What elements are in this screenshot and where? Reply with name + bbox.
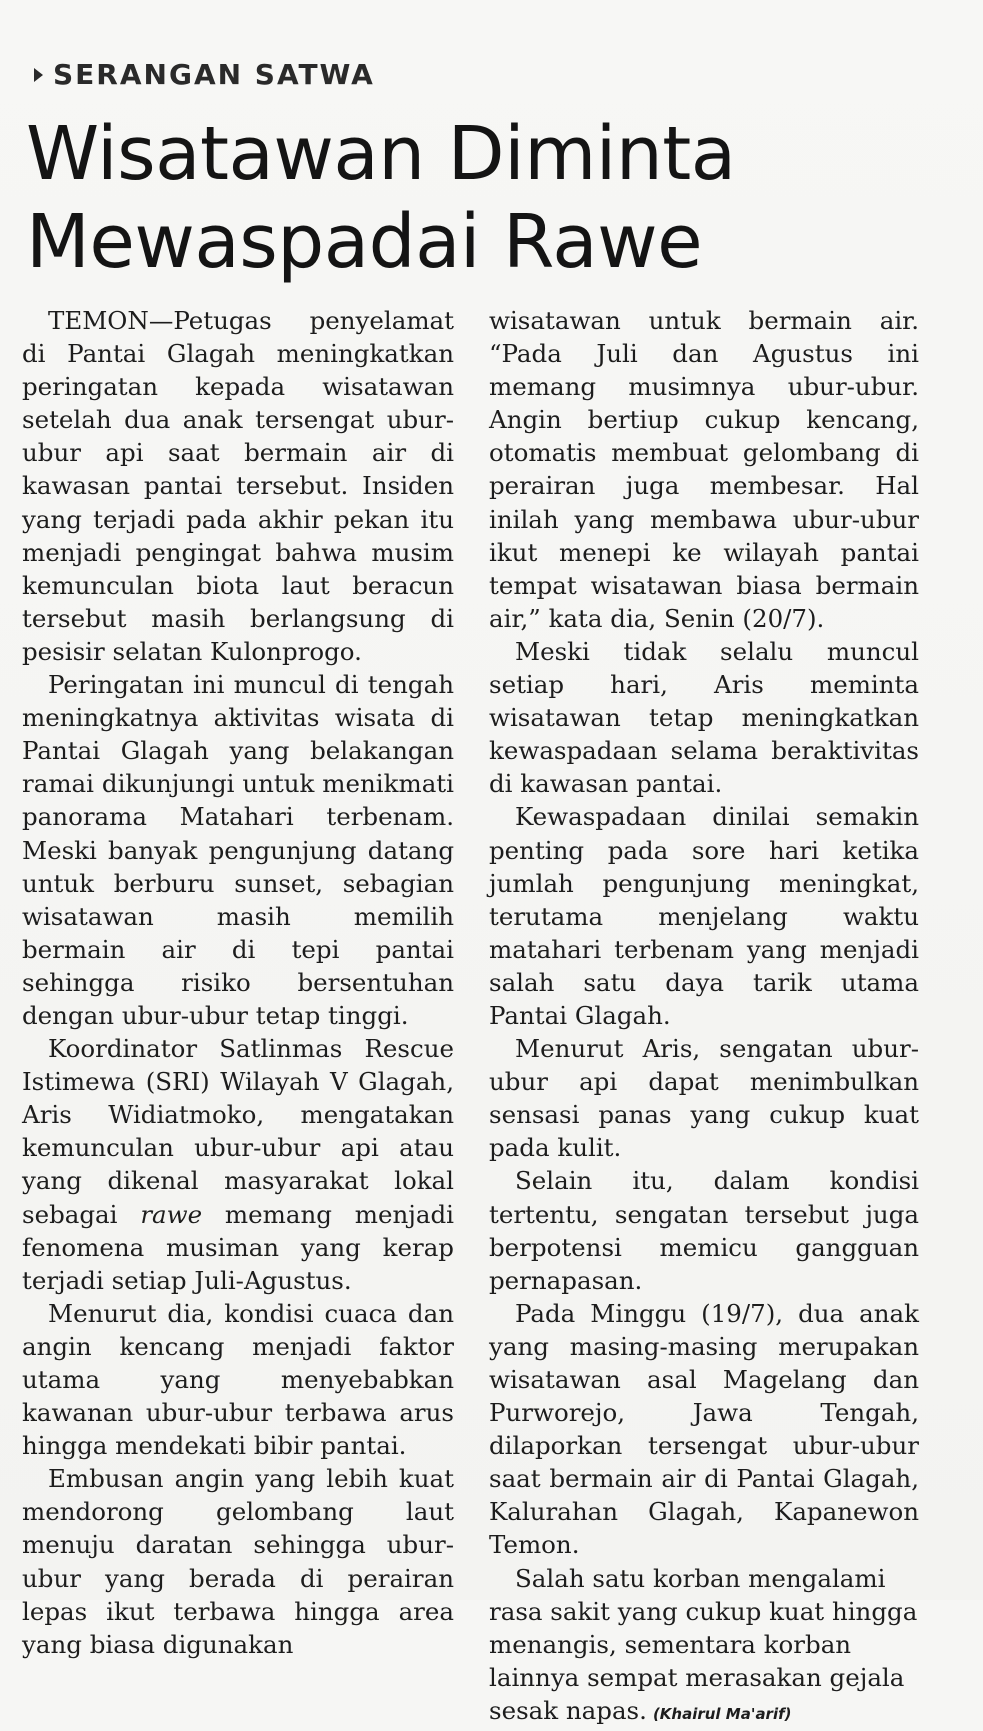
article-headline (26, 110, 966, 286)
paragraph-text: memang menjadi fenomena musiman yang kerap terjadi setiap Juli-Agustus. (22, 1199, 455, 1295)
article-column-left (22, 304, 454, 1661)
paragraph: Meski tidak selalu muncul setiap hari, Aris meminta wisatawan tetap meningkatkan kewaspadaan selama beraktivitas di kawasan pantai. (489, 636, 919, 799)
triangle-bullet-icon (34, 68, 43, 82)
paragraph: wisatawan untuk bermain air. “Pada Juli dan Agustus ini memang musimnya ubur-ubur. Angin bertiup cukup kencang, otomatis membuat gelombang di perairan juga membesar. Hal inilah yang membawa ubur-ubur ikut menepi ke wilayah pantai tempat wisatawan biasa bermain air,” kata dia, Senin (20/7). (489, 306, 919, 633)
paragraph (22, 1032, 454, 1297)
author-byline: (Khairul Ma'arif) (652, 1704, 792, 1723)
italic-term: rawe (140, 1199, 203, 1229)
paragraph-text: Salah satu korban mengalami rasa sakit yang cukup kuat hingga menangis, sementara korban lainnya sempat merasakan gejala sesak napas. (489, 1563, 918, 1725)
headline-line-1: Wisatawan Diminta (26, 111, 736, 197)
paragraph (489, 1562, 919, 1731)
kicker-label: SERANGAN SATWA (53, 58, 375, 91)
paragraph: TEMON—Petugas penyelamat di Pantai Glagah meningkatkan peringatan kepada wisatawan setelah dua anak tersengat ubur-ubur api saat bermain air di kawasan pantai tersebut. Insiden yang terjadi pada akhir pekan itu menjadi pengingat bahwa musim kemunculan biota laut beracun tersebut masih berlangsung di pesisir selatan Kulonprogo. (22, 306, 454, 666)
headline-line-2: Mewaspadai Rawe (26, 199, 703, 285)
paragraph: Selain itu, dalam kondisi tertentu, sengatan tersebut juga berpotensi memicu gangguan pernapasan. (489, 1166, 919, 1295)
paragraph: Menurut dia, kondisi cuaca dan angin kencang menjadi faktor utama yang menyebabkan kawanan ubur-ubur terbawa arus hingga mendekati bibir pantai. (22, 1298, 454, 1461)
paragraph: Menurut Aris, sengatan ubur-ubur api dapat menimbulkan sensasi panas yang cukup kuat pada kulit. (489, 1034, 919, 1163)
article-column-right (489, 304, 919, 1731)
paragraph: Pada Minggu (19/7), dua anak yang masing-masing merupakan wisatawan asal Magelang dan Purworejo, Jawa Tengah, dilaporkan tersengat ubur-ubur saat bermain air di Pantai Glagah, Kalurahan Glagah, Kapanewon Temon. (489, 1298, 919, 1560)
section-kicker (34, 58, 375, 91)
paragraph: Kewaspadaan dinilai semakin penting pada sore hari ketika jumlah pengunjung meningkat, terutama menjelang waktu matahari terbenam yang menjadi salah satu daya tarik utama Pantai Glagah. (489, 802, 919, 1030)
paragraph-text: Koordinator Satlinmas Rescue Istimewa (SRI) Wilayah V Glagah, Aris Widiatmoko, mengatakan kemunculan ubur-ubur api atau yang dikenal masyarakat lokal sebagai (22, 1034, 454, 1229)
paragraph: Peringatan ini muncul di tengah meningkatnya aktivitas wisata di Pantai Glagah yang belakangan ramai dikunjungi untuk menikmati panorama Matahari terbenam. Meski banyak pengunjung datang untuk berburu sunset, sebagian wisatawan masih memilih bermain air di tepi pantai sehingga risiko bersentuhan dengan ubur-ubur tetap tinggi. (22, 670, 454, 1030)
paragraph: Embusan angin yang lebih kuat mendorong gelombang laut menuju daratan sehingga ubur-ubur yang berada di perairan lepas ikut terbawa hingga area yang biasa digunakan (22, 1464, 454, 1659)
